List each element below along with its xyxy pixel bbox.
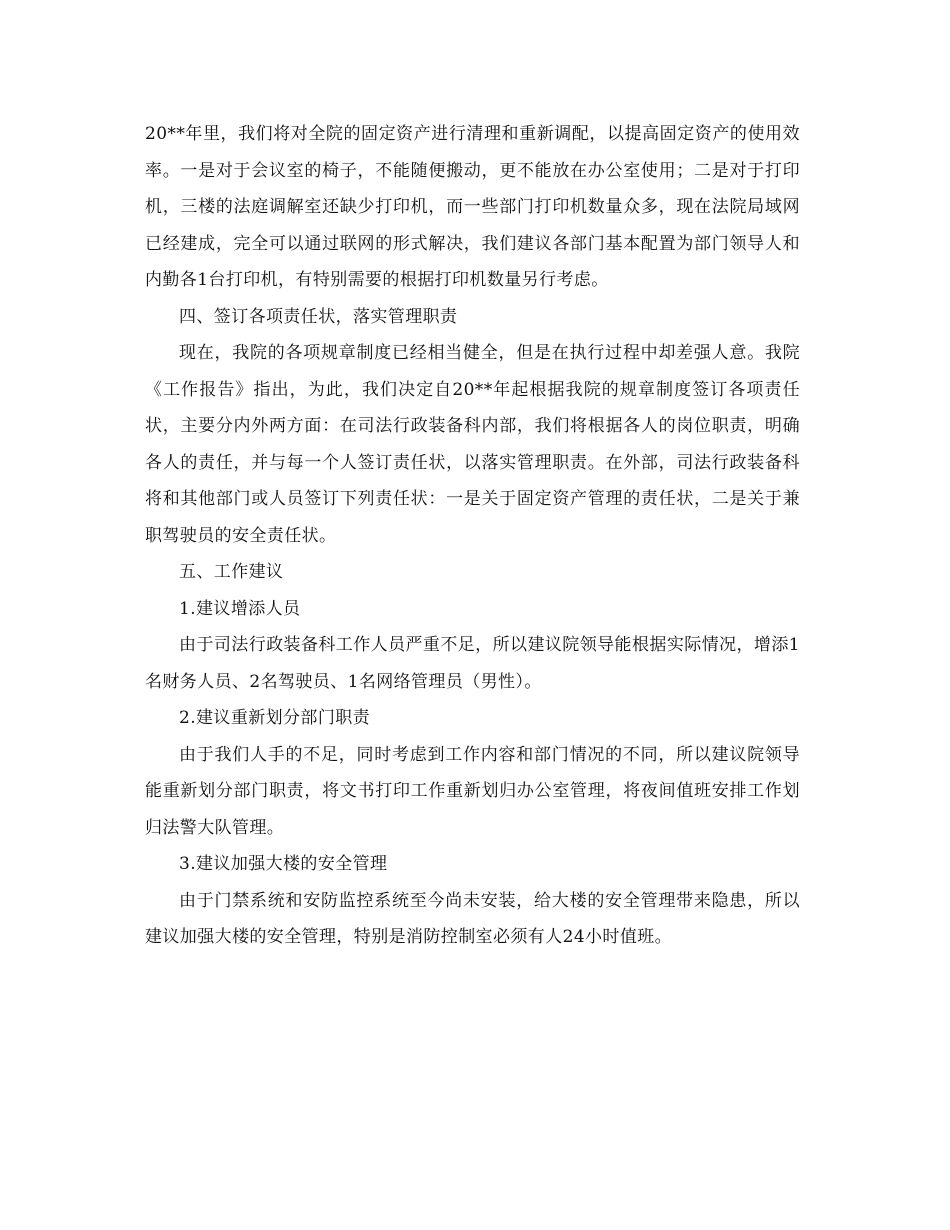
subheading-building-safety: 3.建议加强大楼的安全管理 xyxy=(179,854,388,874)
subheading-redivide-duties: 2.建议重新划分部门职责 xyxy=(179,708,371,728)
document-body xyxy=(145,116,800,956)
paragraph-redivide-duties: 由于我们人手的不足，同时考虑到工作内容和部门情况的不同，所以建议院领导能重新划分部门职责，将文书打印工作重新划归办公室管理，将夜间值班安排工作划归法警大队管理。 xyxy=(145,744,800,838)
paragraph-building-safety: 由于门禁系统和安防监控系统至今尚未安装，给大楼的安全管理带来隐患，所以建议加强大楼的安全管理，特别是消防控制室必须有人24小时值班。 xyxy=(145,890,800,947)
heading-section-four: 四、签订各项责任状，落实管理职责 xyxy=(179,306,458,327)
paragraph-responsibility: 现在，我院的各项规章制度已经相当健全，但是在执行过程中却差强人意。我院《工作报告》指出，为此，我们决定自20**年起根据我院的规章制度签订各项责任状，主要分内外两方面：在司法行政装备科内部，我们将根据各人的岗位职责，明确各人的责任，并与每一个人签订责任状，以落实管理职责。在外部，司法行政装备科将和其他部门或人员签订下列责任状：一是关于固定资产管理的责任状，二是关于兼职驾驶员的安全责任状。 xyxy=(145,343,800,546)
paragraph-add-staff: 由于司法行政装备科工作人员严重不足，所以建议院领导能根据实际情况，增添1名财务人员、2名驾驶员、1名网络管理员（男性）。 xyxy=(145,635,800,692)
subheading-add-staff: 1.建议增添人员 xyxy=(179,598,301,619)
heading-section-five: 五、工作建议 xyxy=(179,562,284,582)
paragraph-asset-allocation: 20**年里，我们将对全院的固定资产进行清理和重新调配，以提高固定资产的使用效率。一是对于会议室的椅子，不能随便搬动，更不能放在办公室使用；二是对于打印机，三楼的法庭调解室还缺少打印机，而一些部门打印机数量众多，现在法院局域网已经建成，完全可以通过联网的形式解决，我们建议各部门基本配置为部门领导人和内勤各1台打印机，有特别需要的根据打印机数量另行考虑。 xyxy=(145,124,800,290)
